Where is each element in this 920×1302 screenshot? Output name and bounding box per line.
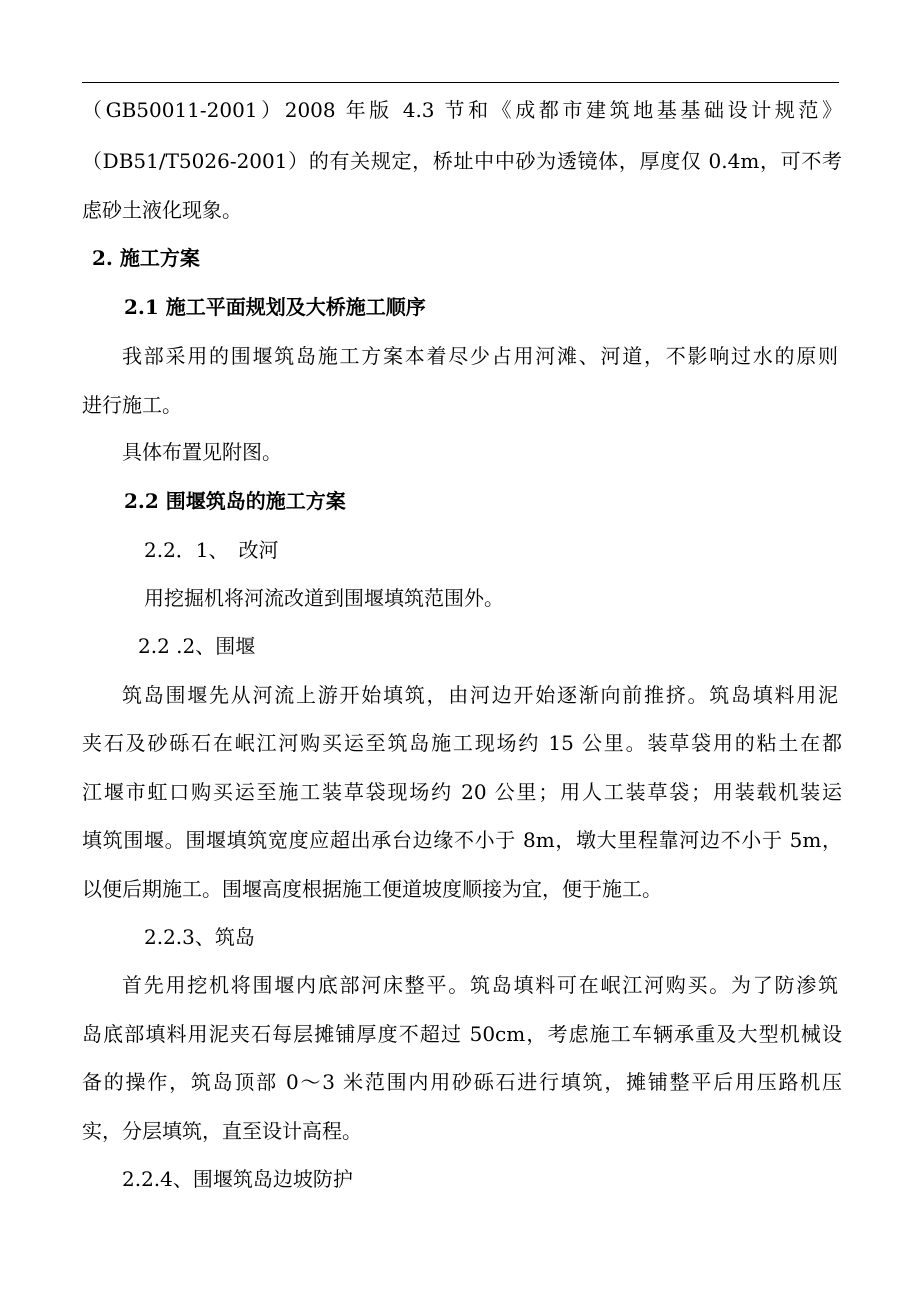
para-code-reference-line-3: 虑砂土液化现象。 bbox=[82, 198, 242, 222]
item-heading-island-building: 2.2.3、筑岛 bbox=[144, 925, 255, 949]
para-cofferdam-line-2: 夹石及砂砾石在岷江河购买运至筑岛施工现场约 15 公里。装草袋用的粘土在都 bbox=[82, 731, 842, 755]
para-cofferdam-line-5: 以便后期施工。围堰高度根据施工便道坡度顺接为宜，便于施工。 bbox=[82, 877, 662, 901]
para-island-line-4: 实，分层填筑，直至设计高程。 bbox=[82, 1119, 362, 1143]
para-code-reference-line-2: （DB51/T5026-2001）的有关规定，桥址中中砂为透镜体，厚度仅 0.4m，可不考 bbox=[82, 149, 842, 173]
header-rule bbox=[82, 82, 839, 83]
para-river-diversion: 用挖掘机将河流改道到围堰填筑范围外。 bbox=[144, 586, 504, 610]
para-island-line-1: 首先用挖机将围堰内底部河床整平。筑岛填料可在岷江河购买。为了防渗筑 bbox=[122, 973, 838, 997]
item-heading-river-diversion: 2.2．1、 改河 bbox=[144, 538, 279, 562]
para-cofferdam-plan-line-1: 我部采用的围堰筑岛施工方案本着尽少占用河滩、河道，不影响过水的原则 bbox=[122, 344, 838, 368]
para-cofferdam-plan-line-2: 进行施工。 bbox=[82, 393, 182, 417]
para-cofferdam-line-4: 填筑围堰。围堰填筑宽度应超出承台边缘不小于 8m，墩大里程靠河边不小于 5m， bbox=[82, 828, 842, 852]
subsection-heading-2-2: 2.2 围堰筑岛的施工方案 bbox=[124, 489, 346, 513]
para-layout-see-attached: 具体布置见附图。 bbox=[122, 440, 282, 464]
subsection-heading-2-1: 2.1 施工平面规划及大桥施工顺序 bbox=[124, 295, 426, 319]
item-heading-cofferdam: 2.2 .2、围堰 bbox=[138, 634, 256, 658]
para-island-line-2: 岛底部填料用泥夹石每层摊铺厚度不超过 50cm，考虑施工车辆承重及大型机械设 bbox=[82, 1022, 842, 1046]
para-island-line-3: 备的操作，筑岛顶部 0～3 米范围内用砂砾石进行填筑，摊铺整平后用压路机压 bbox=[82, 1070, 842, 1094]
para-cofferdam-line-1: 筑岛围堰先从河流上游开始填筑，由河边开始逐渐向前推挤。筑岛填料用泥 bbox=[122, 683, 838, 707]
item-heading-slope-protection: 2.2.4、围堰筑岛边坡防护 bbox=[122, 1167, 353, 1191]
para-cofferdam-line-3: 江堰市虹口购买运至施工装草袋现场约 20 公里；用人工装草袋；用装载机装运 bbox=[82, 780, 842, 804]
section-heading-construction-plan: 2. 施工方案 bbox=[92, 246, 200, 270]
para-code-reference-line-1: （GB50011-2001）2008 年版 4.3 节和《成都市建筑地基基础设计规范》 bbox=[82, 98, 842, 122]
